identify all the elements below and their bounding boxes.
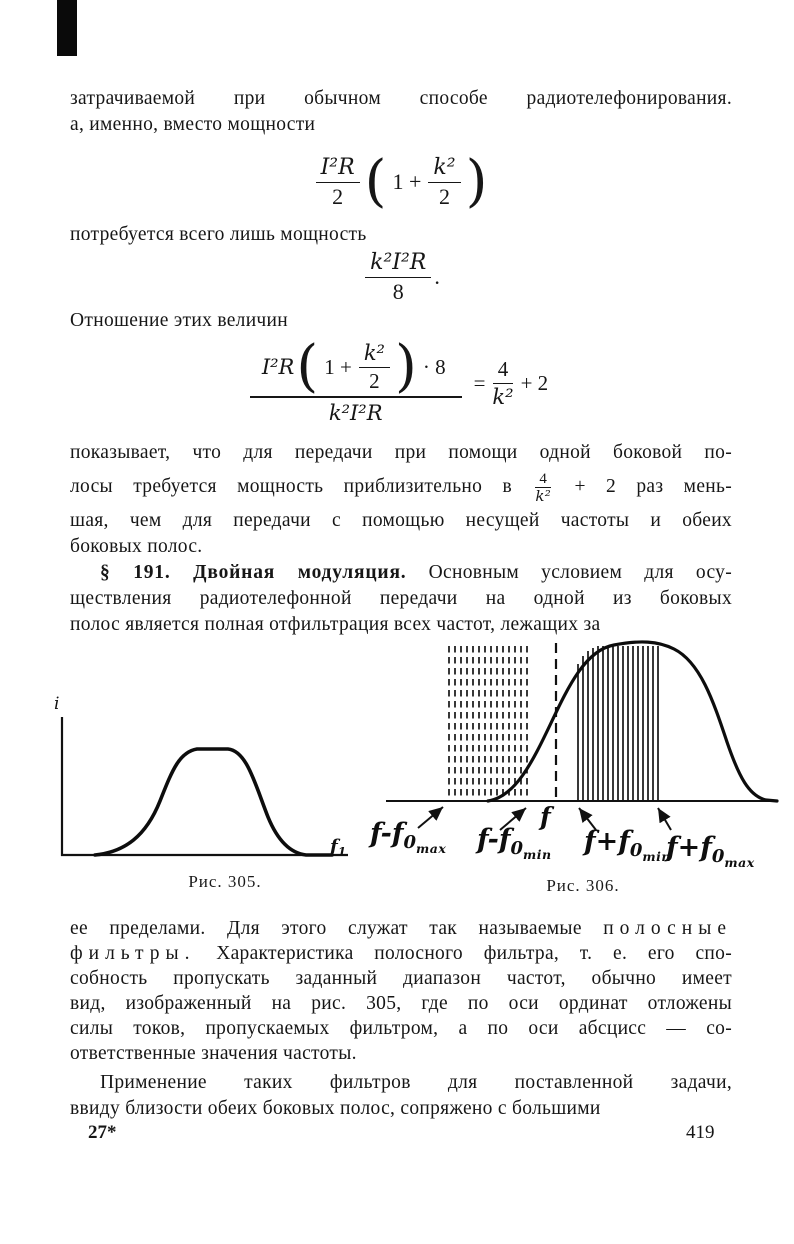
text-line: ществления радиотелефонной передачи на одной из боковых	[70, 588, 732, 609]
text-line: собность пропускать заданный диапазон частот, обычно имеет	[70, 968, 732, 989]
fraction: $\frac{\text{k²I²R}}{8}$	[365, 250, 431, 304]
right-paren: )	[394, 334, 417, 399]
text-line: показывает, что для передачи при помощи одной боковой по-	[70, 442, 732, 463]
text-line: лосы требуется мощность приблизительно в $\frac{4}{\text{k²}}$ + 2 раз мень-	[70, 470, 733, 506]
text-line: § 191. Двойная модуляция. Основным условием для осу-	[100, 562, 732, 583]
fig306-label-carrier-f: f	[540, 802, 551, 831]
text-line: фильтры. Характеристика полосного фильтра, т. е. его спо-	[70, 943, 732, 964]
formula-power-sideband: $\frac{\text{k²I²R}}{8}$ .	[70, 250, 732, 304]
text-line: потребуется всего лишь мощность	[70, 224, 367, 245]
formula-power-ratio: I²R ( 1 + $\frac{\text{k²}}{2}$ ) · 8 k²I²R = $\frac{4}{\text{k²}}$ + 2	[70, 336, 732, 430]
text-line: ее пределами. Для этого служат так называемые полосные	[70, 918, 732, 939]
fraction: $\frac{\text{k²}}{2}$	[359, 341, 390, 392]
fig305-caption: Рис. 305.	[188, 872, 262, 891]
paragraph-2	[70, 222, 732, 248]
page-footer	[0, 1122, 794, 1150]
text-line: полос является полная отфильтрация всех частот, лежащих за	[70, 614, 601, 635]
page-number: 419	[686, 1122, 715, 1143]
text-line: затрачиваемой при обычном способе радиотелефонирования.	[70, 88, 732, 109]
left-paren: (	[364, 149, 387, 214]
fraction: $\frac{\text{k²}}{2}$	[428, 155, 460, 209]
text-line: Отношение этих величин	[70, 310, 289, 331]
paragraph-1	[70, 86, 732, 138]
text-line: ввиду близости обеих боковых полос, сопряжено с большими	[70, 1098, 601, 1119]
left-paren: (	[296, 334, 319, 399]
fig306-lower-sideband-hatch	[449, 646, 527, 800]
fig306-label-f-plus-f0min: $f+f_{0min}$	[584, 826, 671, 864]
fraction: $\frac{4}{\text{k²}}$	[492, 357, 514, 409]
paragraph-4	[70, 440, 732, 560]
fig306-upper-sideband-hatch	[578, 646, 658, 800]
text-line: а, именно, вместо мощности	[70, 114, 316, 135]
big-fraction: I²R ( 1 + $\frac{\text{k²}}{2}$ ) · 8 k²I²R	[250, 341, 462, 424]
paragraph-3	[70, 308, 732, 334]
formula-power-carrier: $\frac{\text{I²R}}{2}$ ( 1 + $\frac{\text{k²}}{2}$ )	[70, 144, 732, 220]
text-line: шая, чем для передачи с помощью несущей частоты и обеих	[70, 510, 732, 531]
fig305-x-axis-label: $f_1$	[330, 836, 347, 859]
paragraph-5	[70, 560, 732, 638]
text-line: силы токов, пропускаемых фильтром, а по оси абсцисс — со-	[70, 1018, 732, 1039]
emphasized-term: полосные	[603, 918, 732, 939]
fig306-caption: Рис. 306.	[546, 876, 620, 895]
paragraph-7	[70, 1070, 732, 1122]
paragraph-6	[70, 916, 732, 1066]
right-paren: )	[465, 149, 488, 214]
fig306-label-f-minus-f0max: $f-f_{0max}$	[370, 818, 447, 856]
text-line: Применение таких фильтров для поставленной задачи,	[100, 1072, 732, 1093]
figures-row	[0, 636, 794, 911]
fig306-label-f-minus-f0min: $f-f_{0min}$	[477, 824, 552, 862]
fig305-y-axis-label: i	[54, 694, 60, 714]
text-line: боковых полос.	[70, 536, 203, 557]
signature-mark: 27*	[88, 1122, 117, 1143]
section-heading: § 191. Двойная модуляция.	[100, 562, 407, 583]
fig306-label-f-plus-f0max: $f+f_{0max}$	[666, 832, 755, 870]
text-line: вид, изображенный на рис. 305, где по оси ординат отложены	[70, 993, 732, 1014]
fraction: $\frac{\text{I²R}}{2}$	[316, 155, 360, 209]
text-line: ответственные значения частоты.	[70, 1043, 357, 1064]
inline-fraction: $\frac{4}{\text{k²}}$	[535, 470, 552, 506]
emphasized-term: фильтры.	[70, 943, 196, 964]
text-column	[70, 0, 732, 1122]
fig306-svg	[380, 636, 780, 838]
